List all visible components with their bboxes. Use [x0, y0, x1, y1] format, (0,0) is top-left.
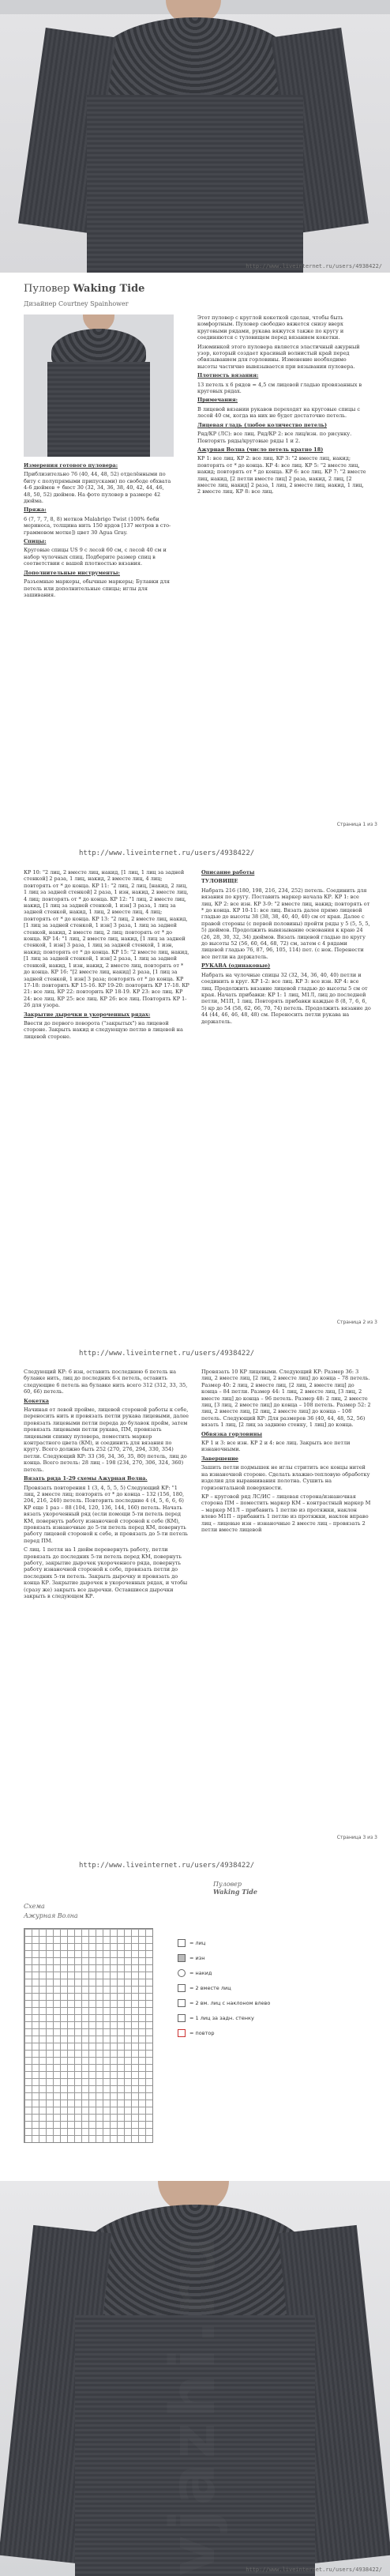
neckband-text: КР 1 и 3: все изн. КР 2 и 4: все лиц. Закрыть все петли изнаночными. — [201, 1440, 351, 1453]
short-rows-text: Ввести до первого поворота ("закрытых") на лицевой стороне. Закрыть накид и следующую петлю в лицевой на лицевой стороне. — [24, 1019, 183, 1040]
intro-text-2: Изюминкой этого пуловера является эластичный ажурный узор, который создает красивый волнистый край перед обвязыванием для горловины. Изменение необходимо высоты частично вывязывается при вязывании пуловера. — [197, 343, 360, 370]
needles-text: Круговые спицы US 9 с лесой 60 см, с лесой 40 см и набор чулочных спиц. Подберите размер спиц в соответствии с вашей плотностью вязания. — [24, 547, 167, 567]
body-heading: ТУЛОВИЩЕ — [201, 878, 238, 885]
pullover-photo-top — [0, 0, 390, 273]
finishing-text: Зашить петли подмышек не иглы стритить все концы нитей на изнаночной стороне. Сделать влажно-тепловую обработку изделия для выравнивания полотна. Сушить на горизонтальной поверхности. — [201, 1464, 370, 1491]
sizes-text: Приблизительно 76 (40, 44, 48, 52) отделёнными по биту с полупрямыми припусками) по свободе обхвата 4-6 дюймов + бюст 30 (32, 34, 36, 38, 40, 42, 44, 46, 48, 50, 52) дюймов. На фото пуловер в размере 42 дюйма. — [24, 471, 171, 505]
document-page-2 — [0, 861, 390, 1335]
legend-ktbl: = 1 лиц за задн. стенку — [178, 2011, 270, 2026]
chart-name: Ажурная Волна — [24, 1912, 78, 1919]
pullover-photo-bottom — [0, 2181, 390, 2576]
lace-heading: Ажурная Волна (число петель кратно 18) — [197, 446, 324, 453]
abbreviations-text: КР – круговой ряд ЛС/ИС – лицевая сторона/изнаночная сторона ПМ – поместить маркер КМ – контрастный маркер М – маркер М1Л – прибавить 1 петлю из протяжки, наклон влево М1П – прибавить 1 петлю из протяжки, наклон вправо лиц – лицевые изн – изнаночные 2 вместе лиц – провязать 2 петли вместе лицевой — [201, 1493, 371, 1533]
document-page-1 — [0, 277, 390, 838]
work-heading: Описание работы — [201, 869, 255, 876]
needles-heading: Спицы: — [24, 538, 47, 545]
gauge-text: 13 петель х 6 рядов = 4,5 см лицевой гладью провязанных в круговых рядах. — [197, 381, 362, 395]
neckband-heading: Обвязка горловины — [201, 1430, 263, 1437]
page-number-3: Страница 3 из 3 — [336, 1835, 377, 1840]
pullover-photo-small — [24, 314, 174, 457]
stockinette-heading: Лицевая гладь (любое количество петель) — [197, 421, 328, 428]
intro-text: Этот пуловер с круглой кокеткой сделан, чтобы быть комфортным. Пуловер свободно вяжется снизу вверх круговыми рядами, рукава вяжутся также по кругу и соединяются с туловищем перед вязанием кокетки. — [197, 314, 344, 341]
page-number-2: Страница 2 из 3 — [336, 1320, 377, 1325]
source-url-3: http://www.liveinternet.ru/users/4938422/ — [79, 1862, 255, 1870]
chart-page — [0, 1873, 390, 2173]
body-text: Набрать 216 (180, 198, 216, 234, 252) петель. Соединить для вязания по кругу. Поставить маркер начала КР. КР 1: все лиц. КР 2: все изн. КР 3-9: "2 вместе лиц, накид; повторять от * до конца. КР 10-11: все лиц. Вязать далее прямо лицевой гладью до высоты 38 (38, 38, 40, 40, 40) см от края. Далее с правой стороны (с первой половины) пройти ряды у 5 (5, 5, 5, 5) дюймов. Продолжить вывязывание основания к краю 24 (26, 28, 30, 32, 34) дюймов. Вязать лицевой гладью по кругу до высоты 52 (56, 60, 64, 68, 72) см, затем с 4 рядами лицевой гладью 76, 87, 96, 105, 114) пет. (с нок. Перенести все петли на держатель. — [201, 887, 370, 960]
finishing-heading: Завершение — [201, 1455, 238, 1462]
legend-k2tog: = 2 вместе лиц — [178, 1981, 270, 1996]
short-rows-heading: Закрытие дырочки в укороченных рядах: — [24, 1011, 151, 1018]
lace-text: КР 1: все лиц. КР 2: все лиц. КР 3: "2 вместе лиц, накид; повторять от * до конца. КР 4: все лиц. КР 5: "2 вместе лиц, накид; повторять от * до конца. КР 6: все лиц. КР 7: "2 вместе лиц, накид, [2 петли вместе лиц] 2 раза, накид, 2 лиц, [2 вместе лиц, накид] 2 раза, 1 лиц, 2 вместе лиц, накид, 1 лиц, 2 вместе лиц. КР 8: все лиц. — [197, 455, 366, 495]
document-page-3 — [0, 1361, 390, 1851]
legend-knit: = лиц — [178, 1936, 270, 1951]
yoke-start-text: Следующий КР: 6 изн, оставить последнюю 6 петель на булавке нить, лиц до последних 6-х петель, оставить следующие 6 петель на булавке нить всего 312 (312, 33, 35, 60, 66) петель. — [24, 1369, 188, 1395]
notes-text: В лицевой вязании рукавов переходят на круговые спицы с лесой 40 см, когда на них не будет достаточно петель. — [197, 405, 361, 420]
legend-ssk: = 2 вм. лиц с наклоном влево — [178, 1996, 270, 2011]
pattern-title: Пуловер Waking Tide — [24, 283, 145, 295]
yoke-short-rows-text: С лиц. 1 петля на 1 дюйм перевернуть работу, петли провязать до последних 5-ти петель перед КМ, повернуть работу, закрытие дырочек укороченного ряда, повернуть работу изнаночной стороной к себе, провязать петли до последних 5-ти петель. Закрыть дырочку и провязать до конца КР. Закрытие дырочек в укороченных рядах, и чтобы (сразу же) закрыть все дырочки. Оставшиеся дырочки закрыть в следующем КР. — [24, 1546, 188, 1599]
chart-legend — [178, 1936, 270, 2041]
legend-yo: = накид — [178, 1966, 270, 1981]
sizes-heading: Измерения готового пуловера: — [24, 462, 118, 469]
designer-line: Дизайнер Courtney Spainhower — [24, 300, 129, 307]
chart-header-title: Пуловер Waking Tide — [213, 1881, 257, 1896]
yarn-text: 6 (7, 7, 7, 8, 8) мотков Malabrigo Twist (100% беби мериноса, толщина нить 150 ярдов [137 метров в сто-граммовом мотке]) цвет 30 Agua Gray. — [24, 515, 171, 536]
yoke-heading: Кокетка — [24, 1397, 50, 1404]
photo-url-stamp: http://www.liveinternet.ru/users/4938422/ — [246, 263, 382, 269]
chart-label: Схема — [24, 1903, 45, 1910]
neck-decrease-text: Провязать 10 КР лицевыми. Следующий КР: Размер 36: 3 лиц, 2 вместе лиц, [2 лиц, 2 вместе лиц] до конца – 78 петель. Размер 40: 2 лиц, 2 вместе лиц, [2 лиц, 2 вместе лиц] до конца – 84 петли. Размер 44: 1 лиц, 2 вместе лиц, [3 лиц, 2 вместе лиц] до конца – 96 петель. Размер 48: 2 лиц, 2 вместе лиц, [3 лиц, 2 вместе лиц] до конца – 108 петель. Размер 52: 2 лиц, 2 вместе лиц, [2 лиц, 2 вместе лиц] до конца – 108 петель. Следующий КР: Для размеров 36 (40, 44, 48, 52, 56) вязать 1 лиц, [2 лиц за заднюю стенку, 1 лиц] до конца. — [201, 1369, 371, 1429]
legend-purl: = изн — [178, 1951, 270, 1966]
photo-url-stamp-2: http://www.liveinternet.ru/users/4938422/ — [246, 2567, 382, 2573]
yarn-heading: Пряжа: — [24, 507, 47, 514]
yoke-text: Начиная от левой пройме, лицевой стороной работы к себе, переносить нить и провязать петли рукава лицевыми, далее провязать лицевыми петли переда до булавок пройм, затем провязать лицевыми петли рукава, ПМ, провязать лицевыми спинку пуловера, поместить маркер контрастного цвета (КМ), и соединить для вязания по кругу. Всего должно быть 252 (270, 276, 294, 330, 354) петли. Следующий КР: 33 (36, 34, 36, 35, 80) петель, лиц до конца. Всего петель: 28 лиц – 198 (234, 270, 306, 324, 360) петель. — [24, 1407, 189, 1473]
tools-heading: Дополнительные инструменты: — [24, 569, 120, 576]
stockinette-text: Ряд/КР (ЛС): все лиц. Ряд/КР 2: все лиц/изн. по рисунку. Повторять ряды/круговые ряды 1 и 2. — [197, 431, 352, 444]
page-number-1: Страница 1 из 3 — [336, 822, 377, 827]
tools-text: Разъемные маркеры, обычные маркеры; Булавки для петель или дополнительные спицы; иглы для зашивания. — [24, 578, 170, 598]
sleeves-heading: РУКАВА (одинаковые) — [201, 962, 271, 970]
lace-rows-text: КР 10: "2 лиц, 2 вместе лиц, накид, [1 лиц, 1 лиц за задней стенкой] 2 раза, 1 лиц, накид, 2 вместе лиц, 4 лиц; повторять от * до конца. КР 11: "2 лиц, 2 лиц, [накид, 2 лиц, 1 лиц за задней стенкой] 2 раза, 1 изн, накид, 2 вместе лиц, 4 лиц; повторять от * до конца. КР 12: "1 лиц, 2 вместе лиц, накид, [1 лиц за задней стенкой, 1 изн] 3 раза, 1 лиц за задней стенкой, накид, 1 лиц, 2 вместе лиц, 4 лиц; повторять от * до конца. КР 13: "2 лиц, 2 вместе лиц, накид, [1 лиц за задней стенкой, 1 изн] 3 раза, 1 лиц за задней стенкой, накид, 2 вместе лиц, 2 лиц; повторять от * до конца. КР 14: "1 лиц, 2 вместе лиц, накид, [1 лиц за задней стенкой, 1 изн] 3 раза, 1 лиц за задней стенкой, 1 изн, накид; повторять от * до конца. КР 15: "2 вместе лиц, накид, [1 лиц за задней стенкой, 1 изн] 2 раза, 1 лиц за задней стенкой, накид, 1 изн, накид, 2 вместе лиц, повторять от * до конца. КР 16: "[2 вместе лиц, накид] 2 раза, [1 лиц за задней стенкой, 1 изн] 3 раза; повторять от * до конца. КР 17-18: повторить КР 15-16. КР 19-20: повторить КР 17-18. КР 21: все лиц. КР 22: повторить КР 18-19. КР 23: все лиц. КР 24: все лиц. КР 25: все лиц. КР 26: все лиц. Повторять КР 1-26 для узора. — [24, 869, 189, 1009]
legend-repeat: = повтор — [178, 2026, 270, 2041]
lace-chart-grid — [24, 1928, 153, 2143]
gauge-heading: Плотность вязания: — [197, 372, 259, 379]
notes-heading: Примечания: — [197, 397, 238, 404]
sleeves-text: Набрать на чулочные спицы 32 (32, 34, 36, 40, 40) петли и соединить в круг. КР 1-2: все лиц. КР 3: все изн. КР 4: все лиц. Продолжить вязание лицевой гладью до высоты 5 см от края. Начать прибавки: КР 1: 1 лиц, М1Л, лиц до последней петли, М1П, 1 лиц. Повторять прибавки каждые 8 (8, 7, 6, 6, 5) кр до 54 (58, 62, 66, 70, 74) петель. Продолжить вязание до 44 (44, 46, 46, 48, 48) см. Переносить петли рукава на держатель. — [201, 971, 371, 1025]
yoke-decrease-text: Провязать повторения 1 (3, 4, 5, 5, 5) Следующий КР: "1 лиц, 2 вместе лиц; повторять от * до конца – 132 (156, 180, 204, 216, 240) петель. Повторить последние 4 (4, 5, 6, 6, 6) КР еще 1 раз – 88 (104, 120, 136, 144, 160) петель. Начать вязать укороченный ряд (если помощи 5-ти петель перед КМ, повернуть работу изнаночной стороной к себе (КМ), провязать изнаночные до 5-ти петель перед КМ, повернуть работу лицевой стороной к себе, и провязать до 5-ти петель перед ПМ. — [24, 1484, 188, 1544]
chart-rows-heading: Вязать ряда 1-29 схемы Ажурная Волна. — [24, 1475, 148, 1482]
source-url-2: http://www.liveinternet.ru/users/4938422/ — [79, 1350, 255, 1358]
source-url-1: http://www.liveinternet.ru/users/4938422/ — [79, 849, 255, 857]
